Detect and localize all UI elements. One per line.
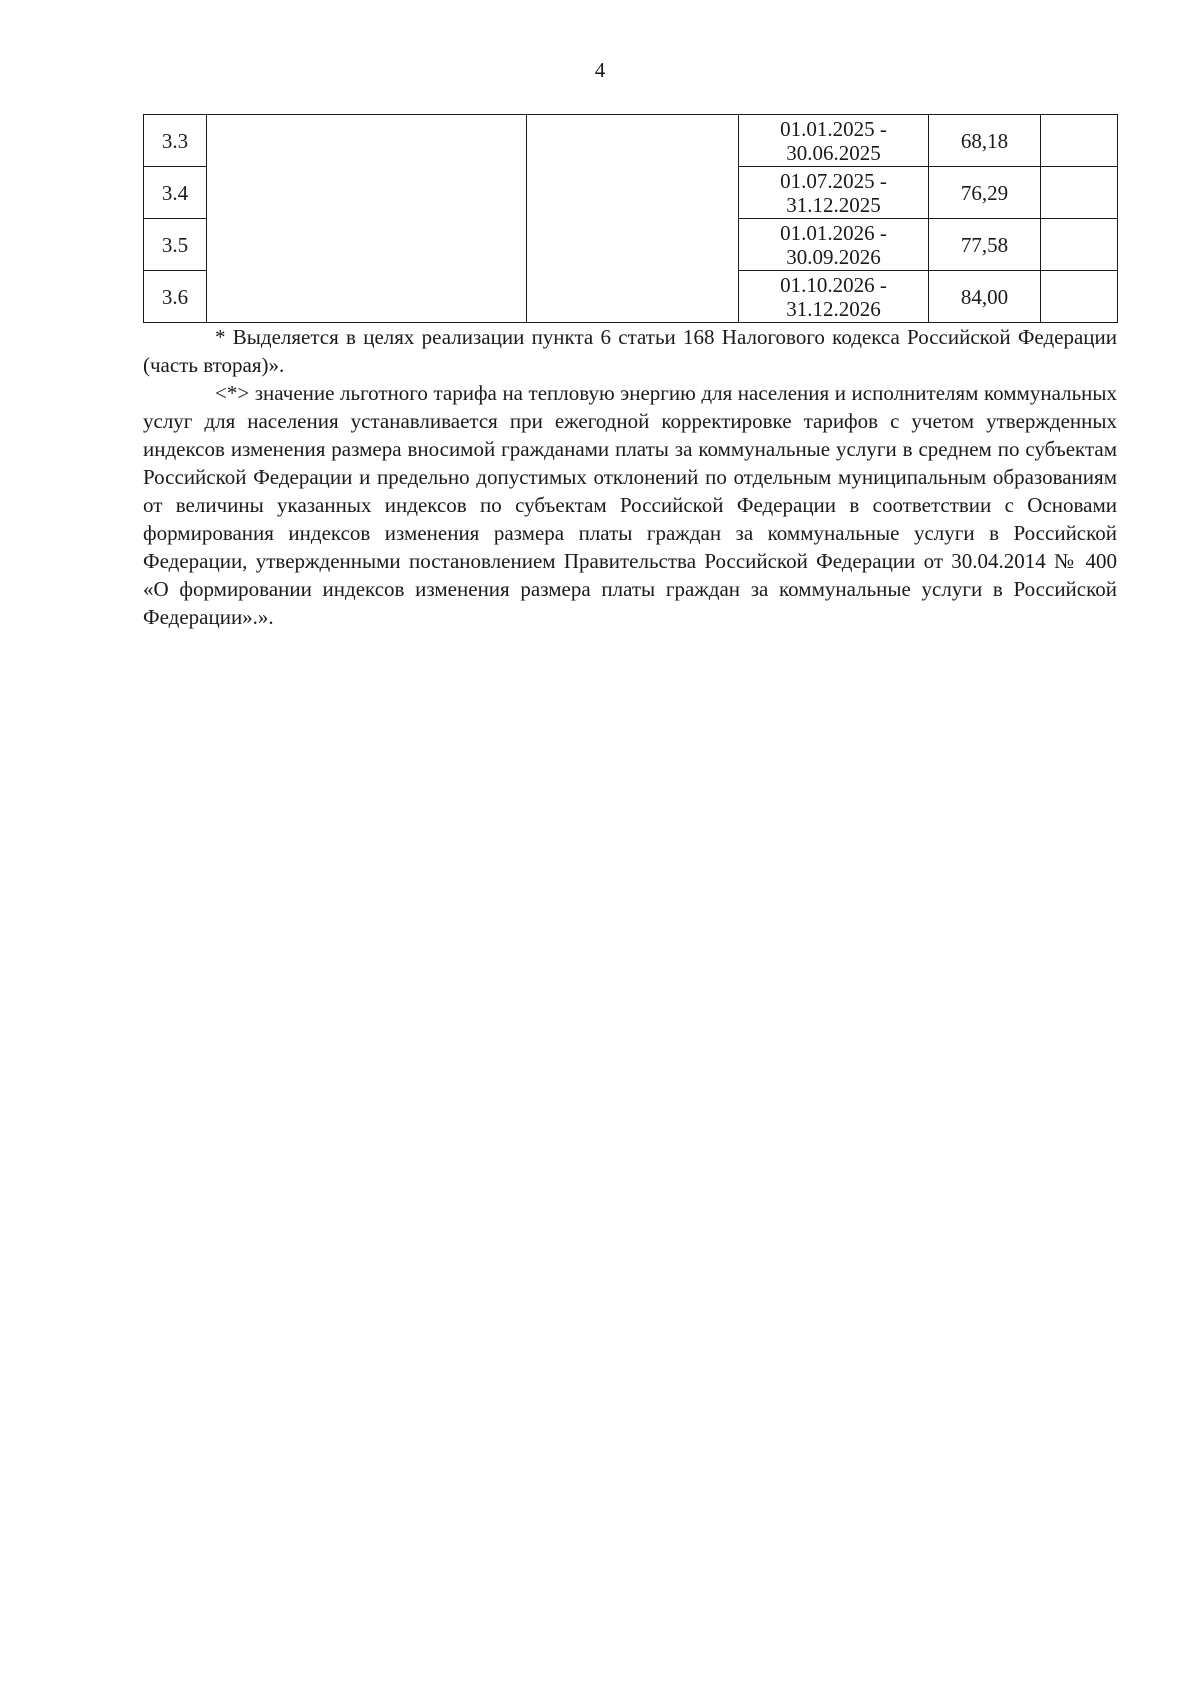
period-start: 01.01.2026 - — [780, 220, 887, 245]
period-cell — [739, 219, 929, 271]
period-end: 31.12.2026 — [786, 296, 881, 321]
table-row — [144, 115, 1118, 167]
empty-cell — [1041, 115, 1118, 167]
period-end: 30.09.2026 — [786, 244, 881, 269]
footnote-tariff: <*> значение льготного тарифа на тепловую энергию для населения и исполнителям коммунальных услуг для населения устанавливается при ежегодной корректировке тарифов с учетом утвержденных индексов изменения размера вносимой гражданами платы за коммунальные услуги в среднем по субъектам Российской Федерации и предельно допустимых отклонений по отдельным муниципальным образованиям от величины указанных индексов по субъектам Российской Федерации в соответствии с Основами формирования индексов изменения размера платы граждан за коммунальные услуги в Российской Федерации, утвержденными постановлением Правительства Российской Федерации от 30.04.2014 № 400 «О формировании индексов изменения размера платы граждан за коммунальные услуги в Российской Федерации».». — [143, 381, 1117, 629]
merged-empty-cell — [527, 115, 739, 323]
period-start: 01.10.2026 - — [780, 272, 887, 297]
tariff-value: 84,00 — [929, 271, 1041, 323]
period-cell — [739, 115, 929, 167]
empty-cell — [1041, 271, 1118, 323]
row-number: 3.3 — [144, 115, 207, 167]
period-cell — [739, 271, 929, 323]
page-number: 4 — [594, 58, 606, 82]
row-number: 3.4 — [144, 167, 207, 219]
empty-cell — [1041, 219, 1118, 271]
merged-empty-cell — [207, 115, 527, 323]
period-start: 01.01.2025 - — [780, 116, 887, 141]
footnotes — [143, 323, 1117, 631]
tariff-table — [143, 114, 1118, 323]
row-number: 3.5 — [144, 219, 207, 271]
period-start: 01.07.2025 - — [780, 168, 887, 193]
tariff-value: 77,58 — [929, 219, 1041, 271]
period-end: 30.06.2025 — [786, 140, 881, 165]
tariff-value: 76,29 — [929, 167, 1041, 219]
empty-cell — [1041, 167, 1118, 219]
period-end: 31.12.2025 — [786, 192, 881, 217]
tariff-value: 68,18 — [929, 115, 1041, 167]
footnote-vat: * Выделяется в целях реализации пункта 6 статьи 168 Налогового кодекса Российской Федерации (часть вторая)». — [143, 325, 1117, 377]
row-number: 3.6 — [144, 271, 207, 323]
period-cell — [739, 167, 929, 219]
